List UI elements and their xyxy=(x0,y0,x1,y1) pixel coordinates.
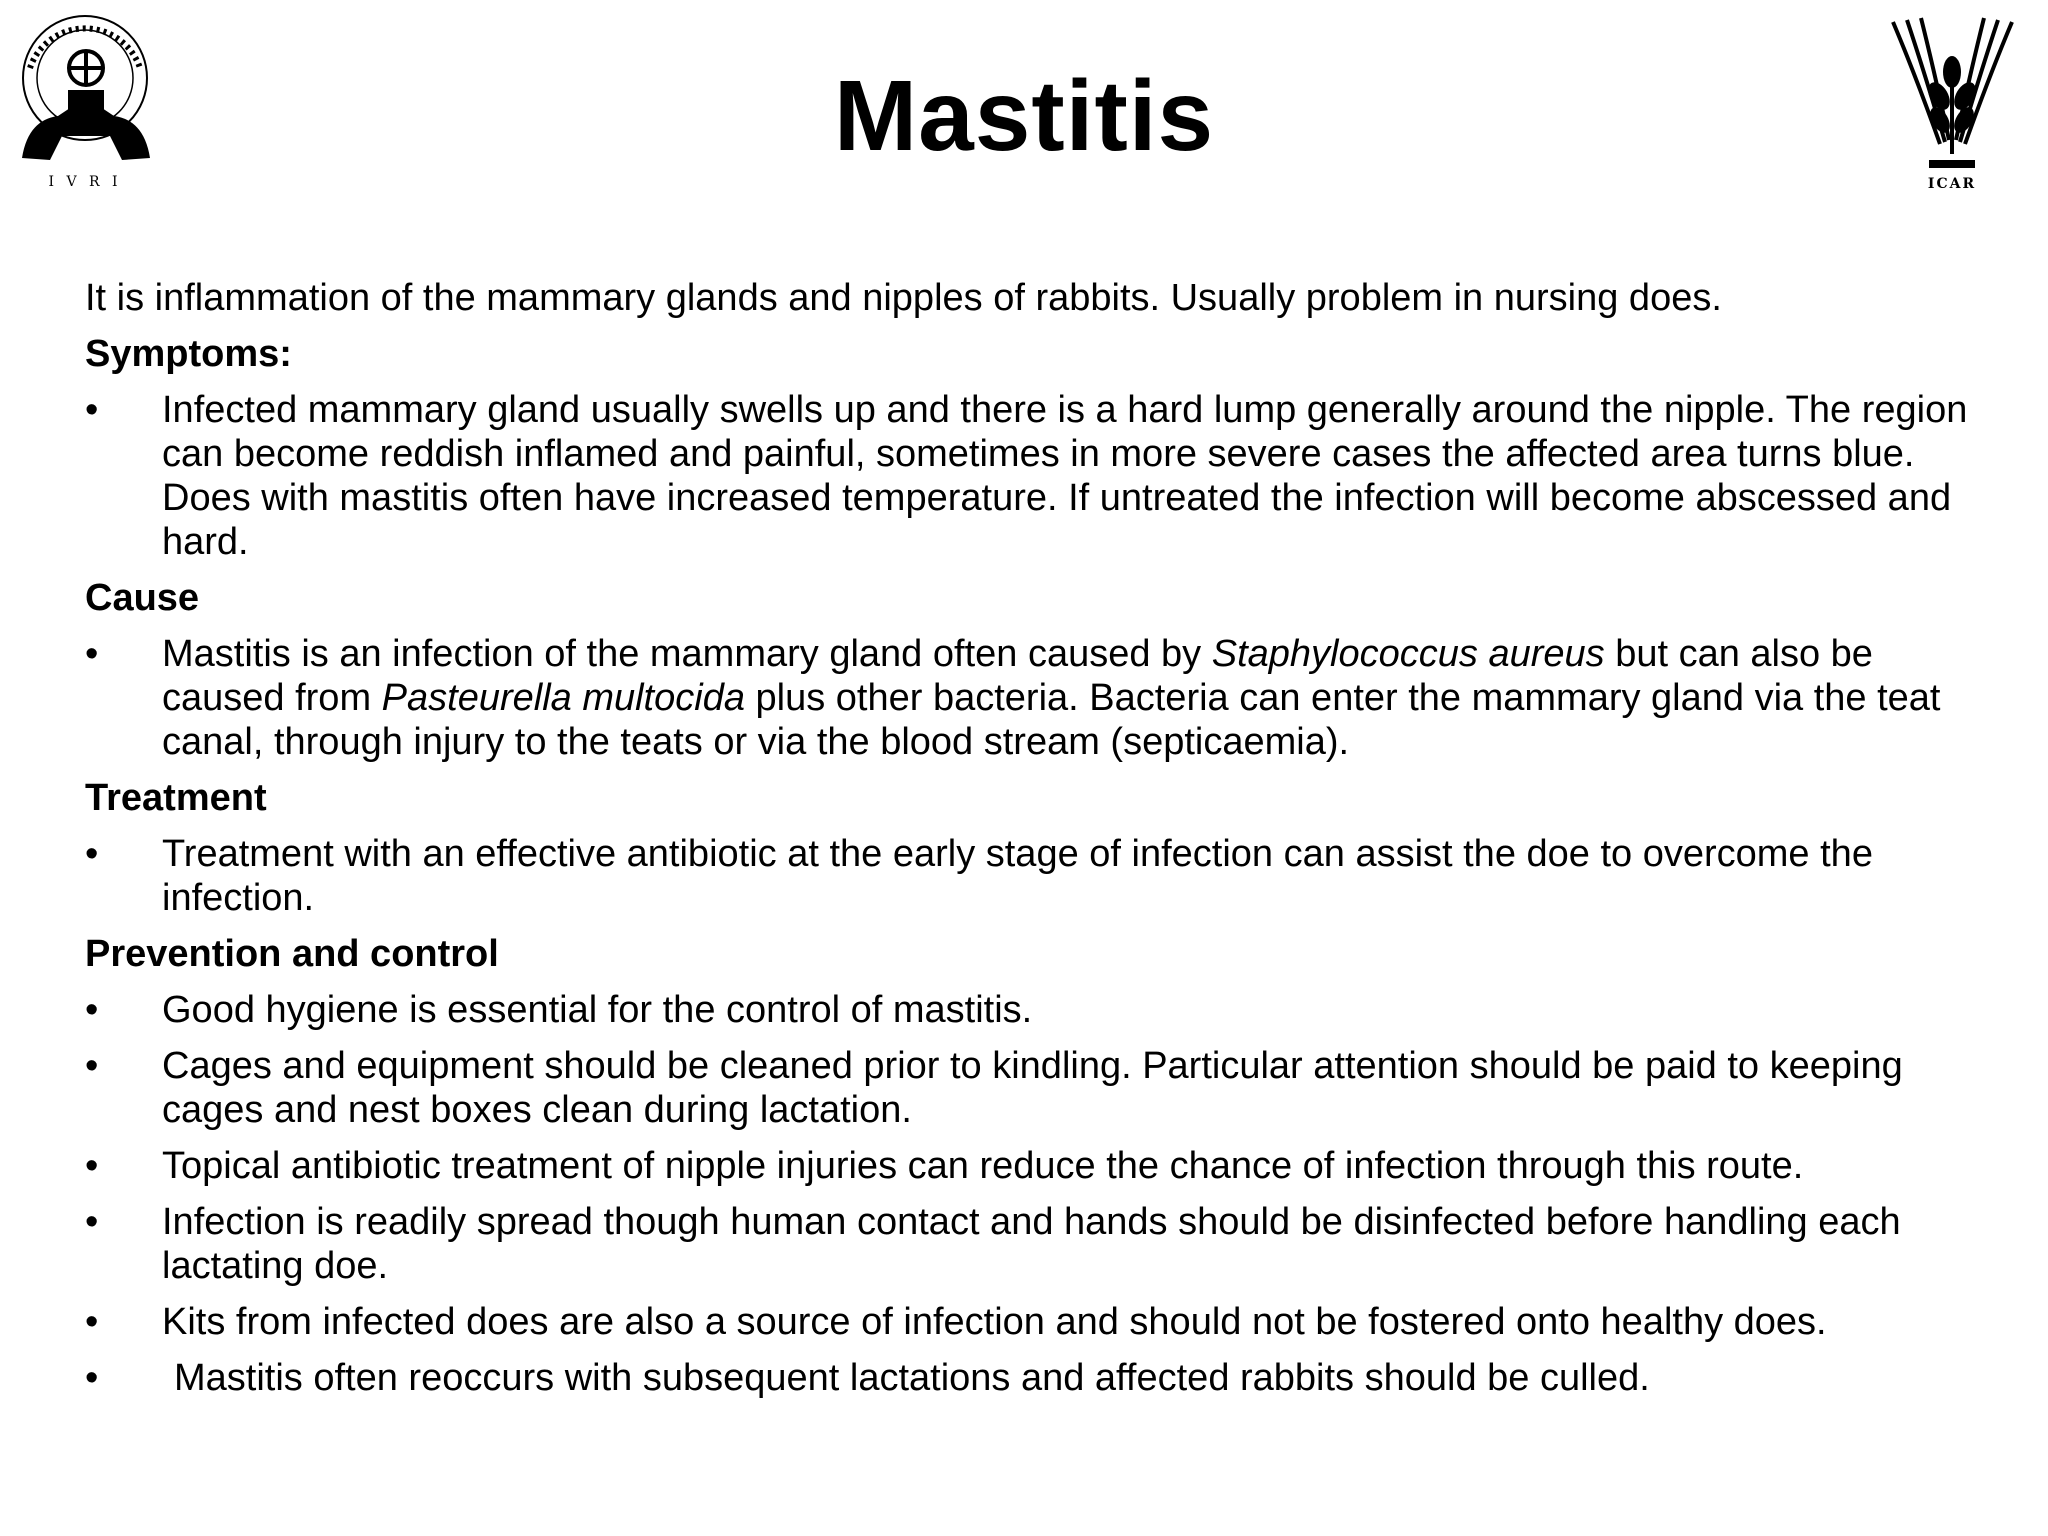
treatment-text: Treatment with an effective antibiotic at the early stage of infection can assist the doe to overcome the infection. xyxy=(162,833,1873,919)
list-item xyxy=(85,832,1985,920)
bullet-icon: • xyxy=(85,1301,99,1343)
prevention-text: Infection is readily spread though human contact and hands should be disinfected before handling each lactating doe. xyxy=(162,1201,1901,1287)
symptoms-heading: Symptoms: xyxy=(85,333,292,375)
cause-text-part1: Mastitis is an infection of the mammary gland often caused by xyxy=(162,633,1212,675)
bullet-icon: • xyxy=(85,633,99,675)
bullet-icon: • xyxy=(85,1201,99,1243)
intro-text: It is inflammation of the mammary glands and nipples of rabbits. Usually problem in nursing does. xyxy=(85,277,1722,319)
cause-text-part2: but can also be caused from xyxy=(162,633,1873,719)
bullet-icon: • xyxy=(85,989,99,1031)
list-item xyxy=(85,1144,1985,1188)
species-name: Staphylococcus aureus xyxy=(1211,633,1605,675)
svg-text:I V R I: I V R I xyxy=(48,174,122,190)
bullet-icon: • xyxy=(85,833,99,875)
bullet-icon: • xyxy=(85,1045,99,1087)
prevention-text: Topical antibiotic treatment of nipple injuries can reduce the chance of infection through this route. xyxy=(162,1145,1804,1187)
species-name: Pasteurella multocida xyxy=(381,677,745,719)
treatment-heading: Treatment xyxy=(85,777,267,819)
bullet-icon: • xyxy=(85,1145,99,1187)
cause-heading: Cause xyxy=(85,577,200,619)
slide-body xyxy=(85,276,1985,1412)
bullet-icon: • xyxy=(85,1357,99,1399)
prevention-text: Good hygiene is essential for the control of mastitis. xyxy=(162,989,1033,1031)
bullet-icon: • xyxy=(85,389,99,431)
list-item xyxy=(85,1356,1985,1400)
list-item xyxy=(85,1300,1985,1344)
list-item xyxy=(85,388,1985,564)
prevention-heading: Prevention and control xyxy=(85,933,499,975)
prevention-text: Mastitis often reoccurs with subsequent lactations and affected rabbits should be culled. xyxy=(174,1357,1650,1399)
list-item xyxy=(85,632,1985,764)
list-item xyxy=(85,988,1985,1032)
list-item xyxy=(85,1044,1985,1132)
prevention-text: Kits from infected does are also a source of infection and should not be fostered onto healthy does. xyxy=(162,1301,1827,1343)
cause-text xyxy=(162,633,1940,763)
symptom-text: Infected mammary gland usually swells up and there is a hard lump generally around the nipple. The region can become reddish inflamed and painful, sometimes in more severe cases the affected area turns blue. Does with mastitis often have increased temperature. If untreated the infection will become abscessed and hard. xyxy=(162,389,1968,563)
page-title: Mastitis xyxy=(833,60,1215,172)
cause-text-part3: plus other bacteria. Bacteria can enter the mammary gland via the teat canal, through injury to the teats or via the blood stream (septicaemia). xyxy=(162,677,1941,763)
list-item xyxy=(85,1200,1985,1288)
prevention-text: Cages and equipment should be cleaned prior to kindling. Particular attention should be paid to keeping cages and nest boxes clean during lactation. xyxy=(162,1045,1903,1131)
svg-text:ICAR: ICAR xyxy=(1927,176,1977,192)
